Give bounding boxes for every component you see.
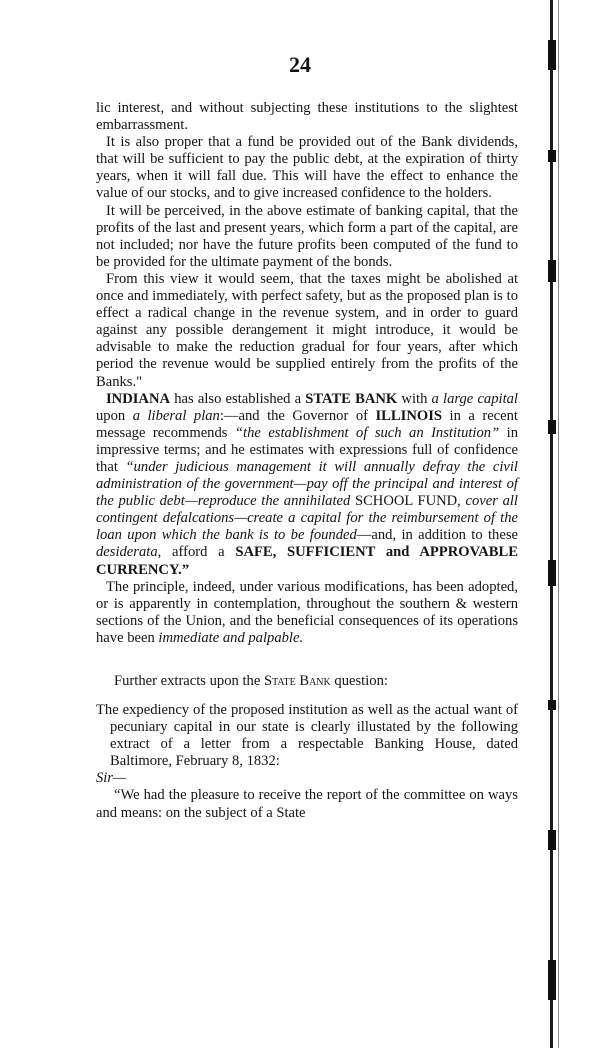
page-number: 24 [289, 52, 311, 77]
state-indiana: INDIANA [106, 390, 171, 407]
school-fund-term: SCHOOL FUND, [350, 493, 461, 510]
state-bank-term: STATE BANK [305, 390, 398, 407]
letter-salutation: Sir— [96, 770, 127, 787]
paragraph-principle: The principle, indeed, under various modifications, has been adopted, or is apparently in contemplation, throughout the southern & western sections of the Union, and the beneficial consequences of its operations have been immediate and palpable. [96, 578, 518, 646]
paragraph-indiana: INDIANA has also established a STATE BANK with a large capital upon a liberal plan:—and the Governor of ILLINOIS in a recent message recommends “the establishment of such an Institution” in impressive terms; and he estimates with expressions full of confidence that “under judicious management it will annually defray the civil administration of the government—pay off the principal and interest of the public debt—reproduce the annihilated SCHOOL FUND, cover all contingent defalcations—create a capital for the reimbursement of the loan upon which the bank is to be founded—and, in addition to these desiderata, afford a SAFE, SUFFICIENT and APPROVABLE CURRENCY.” [96, 390, 519, 578]
body-text [96, 100, 518, 822]
paragraph-bank-dividends: It is also proper that a fund be provided out of the Bank dividends, that will be sufficient to pay the public debt, at the expiration of thirty years, when it will fall due. This will have the effect to enhance the value of our stocks, and to give increased confidence to the holders. [96, 134, 518, 202]
paragraph-taxes-abolished: From this view it would seem, that the taxes might be abolished at once and immediately, with perfect safety, but as the proposed plan is to effect a radical change in the revenue system, and in order to guard against any possible derangement it might introduce, it would be advisable to make the reduction gradual for four years, after which period the revenue would be supplied entirely from the profits of the Banks." [96, 270, 518, 390]
paragraph-banking-capital: It will be perceived, in the above estimate of banking capital, that the profits of the last and present years, which form a part of the capital, are not included; nor have the future profits been computed of the fund to be provided for the ultimate payment of the bonds. [96, 202, 518, 270]
further-extracts-heading: Further extracts upon the State Bank question: [114, 673, 388, 689]
state-illinois: ILLINOIS [375, 407, 443, 424]
book-spine-edge [540, 0, 600, 1048]
letter-start: “We had the pleasure to receive the report of the committee on ways and means: on the subject of a State [96, 787, 518, 821]
paragraph-expediency: The expediency of the proposed institution as well as the actual want of pecuniary capital in our state is clearly illustated by the following extract of a letter from a respectable Banking House, dated Baltimore, February 8, 1832: [96, 702, 518, 770]
paragraph-continuation: lic interest, and without subjecting these institutions to the slightest embarrassment. [96, 100, 518, 134]
currency-term: SAFE, SUFFICIENT and APPROVABLE CURRENCY.” [96, 544, 518, 578]
